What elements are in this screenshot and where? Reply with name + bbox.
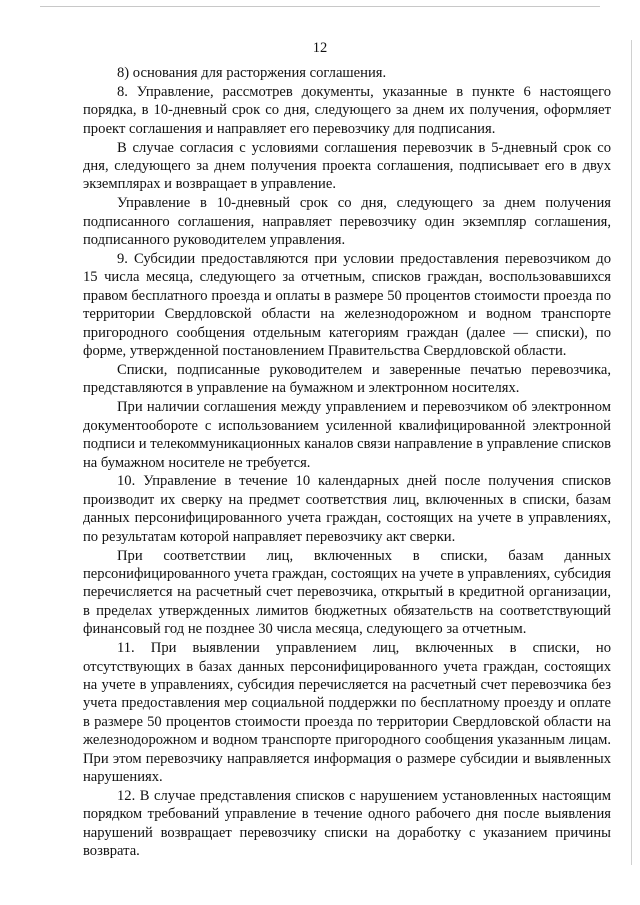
paragraph-clause-10: 10. Управление в течение 10 календарных дней после получения списков производит их сверку на предмет соответствия лиц, включенных в списки, базам данных персонифицированного учета граждан, состоящих на учете в управлениях, по результатам которой направляет перевозчику акт сверки.	[83, 473, 611, 545]
paragraph-clause-12: 12. В случае представления списков с нарушением установленных настоящим порядком требований управление в течение одного рабочего дня после выявления нарушений возвращает перевозчику списки на доработку с указанием причины возврата.	[83, 787, 611, 860]
paragraph-clause-11: 11. При выявлении управлением лиц, включенных в списки, но отсутствующих в базах данных персонифицированного учета граждан, состоящих на учете в управлениях, субсидия перечисляется на расчетный счет перевозчика без учета предоставления мер социальной поддержки по бесплатному проезду и оплате в размере 50 процентов стоимости проезда по территории Свердловской области на железнодорожном и водном транспорте пригородного сообщения указанным лицам. При этом перевозчику направляется информация о размере субсидии и выявленных нарушениях.	[83, 640, 611, 785]
paragraph-signed-agreement: Управление в 10-дневный срок со дня, следующего за днем получения подписанного соглашения, направляет перевозчику один экземпляр соглашения, подписанного руководителем управления.	[83, 195, 611, 249]
paragraph-clause-8: 8. Управление, рассмотрев документы, указанные в пункте 6 настоящего порядка, в 10-дневный срок со дня, следующего за днем их получения, оформляет проект соглашения и направляет его перевозчику для подписания.	[83, 83, 611, 137]
page-number: 12	[312, 40, 328, 56]
scan-top-edge	[40, 6, 600, 7]
document-body	[83, 64, 611, 860]
scan-right-edge	[631, 40, 632, 865]
paragraph-item-8-grounds: 8) основания для расторжения соглашения.	[117, 65, 387, 81]
paragraph-electronic-exchange: При наличии соглашения между управлением и перевозчиком об электронном документообороте с использованием усиленной квалифицированной электронной подписи и телекоммуникационных каналов связи направление в управление списков на бумажном носителе не требуется.	[83, 399, 611, 471]
paragraph-agreement-consent: В случае согласия с условиями соглашения перевозчик в 5-дневный срок со дня, следующего за днем получения проекта соглашения, подписывает его в двух экземплярах и возвращает в управление.	[83, 139, 611, 193]
paragraph-subsidy-transfer: При соответствии лиц, включенных в списки, базам данных персонифицированного учета граждан, состоящих на учете в управлениях, субсидия перечисляется на расчетный счет перевозчика, открытый в кредитной организации, в пределах утвержденных лимитов бюджетных обязательств на соответствующий финансовый год не позднее 30 числа месяца, следующего за отчетным.	[83, 547, 611, 638]
paragraph-clause-9: 9. Субсидии предоставляются при условии предоставления перевозчиком до 15 числа месяца, следующего за отчетным, списков граждан, воспользовавшихся правом бесплатного проезда и оплаты в размере 50 процентов стоимости проезда по территории Свердловской области на железнодорожном и водном транспорте пригородного сообщения отдельным категориям граждан (далее — списки), по форме, утвержденной постановлением Правительства Свердловской области.	[83, 251, 611, 360]
paragraph-lists-submission: Списки, подписанные руководителем и заверенные печатью перевозчика, представляются в управление на бумажном и электронном носителях.	[83, 362, 611, 397]
